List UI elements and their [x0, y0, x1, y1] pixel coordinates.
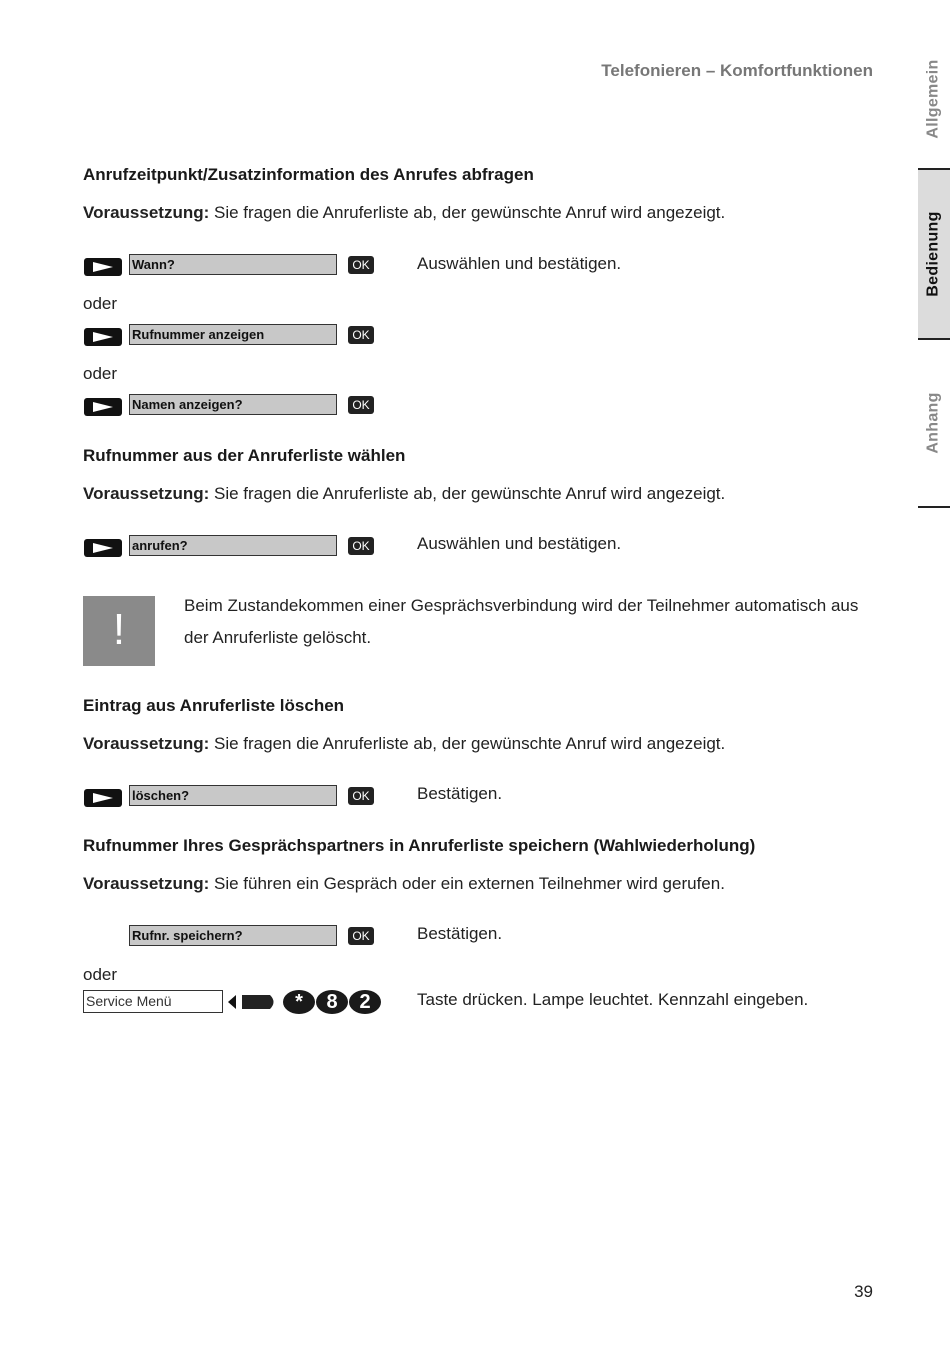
key-2-icon: 2: [349, 990, 381, 1014]
step-description: Auswählen und bestätigen.: [417, 534, 622, 553]
requirement-text: Sie fragen die Anruferliste ab, der gewünschte Anruf wird angezeigt.: [209, 484, 726, 503]
requirement-line: [83, 203, 725, 223]
ok-key-icon: OK: [348, 537, 374, 555]
arrow-key-icon: [84, 787, 122, 809]
display-field: anrufen?: [129, 535, 337, 556]
requirement-label: Voraussetzung:: [83, 484, 210, 503]
display-field: Namen anzeigen?: [129, 394, 337, 415]
step-description: Taste drücken. Lampe leuchtet. Kennzahl eingeben.: [417, 990, 809, 1009]
ok-key-icon: OK: [348, 256, 374, 274]
step-description: Auswählen und bestätigen.: [417, 254, 622, 273]
arrow-key-icon: [84, 396, 122, 418]
service-menu-key: Service Menü: [83, 990, 223, 1013]
requirement-line: [83, 734, 725, 754]
section-title: Rufnummer Ihres Gesprächspartners in Anruferliste speichern (Wahlwiederholung): [83, 836, 756, 855]
requirement-text: Sie fragen die Anruferliste ab, der gewünschte Anruf wird angezeigt.: [209, 734, 726, 753]
requirement-label: Voraussetzung:: [83, 734, 210, 753]
page-number: 39: [854, 1282, 873, 1301]
tab-label: Bedienung: [925, 211, 942, 297]
warning-icon: !: [83, 596, 155, 666]
arrow-key-icon: [84, 256, 122, 278]
requirement-text: Sie führen ein Gespräch oder ein externen Teilnehmer wird gerufen.: [209, 874, 725, 893]
arrow-key-icon: [84, 326, 122, 348]
tab-allgemein[interactable]: [918, 30, 950, 168]
requirement-line: [83, 874, 725, 894]
note-text: Beim Zustandekommen einer Gesprächsverbindung wird der Teilnehmer automatisch aus der Anruferliste gelöscht.: [184, 596, 859, 647]
tab-bedienung[interactable]: [918, 170, 950, 338]
ok-key-icon: OK: [348, 396, 374, 414]
display-field: Rufnr. speichern?: [129, 925, 337, 946]
tab-divider: [918, 506, 950, 508]
step-description: Bestätigen.: [417, 924, 503, 943]
requirement-label: Voraussetzung:: [83, 874, 210, 893]
key-8-icon: 8: [316, 990, 348, 1014]
lamp-key-icon: [228, 993, 278, 1011]
or-label: oder: [83, 294, 118, 313]
arrow-key-icon: [84, 537, 122, 559]
or-label: oder: [83, 965, 118, 984]
tab-anhang[interactable]: [918, 340, 950, 506]
requirement-label: Voraussetzung:: [83, 203, 210, 222]
tab-label: Anhang: [925, 392, 943, 454]
display-field: Wann?: [129, 254, 337, 275]
ok-key-icon: OK: [348, 787, 374, 805]
ok-key-icon: OK: [348, 326, 374, 344]
running-title: Telefonieren – Komfortfunktionen: [601, 61, 873, 80]
step-description: Bestätigen.: [417, 784, 503, 803]
requirement-line: [83, 484, 725, 504]
star-key-icon: *: [283, 990, 315, 1014]
requirement-text: Sie fragen die Anruferliste ab, der gewünschte Anruf wird angezeigt.: [209, 203, 726, 222]
section-title: Anrufzeitpunkt/Zusatzinformation des Anrufes abfragen: [83, 165, 534, 184]
ok-key-icon: OK: [348, 927, 374, 945]
display-field: Rufnummer anzeigen: [129, 324, 337, 345]
display-field: löschen?: [129, 785, 337, 806]
tab-label: Allgemein: [925, 59, 943, 139]
section-title: Rufnummer aus der Anruferliste wählen: [83, 446, 406, 465]
section-title: Eintrag aus Anruferliste löschen: [83, 696, 345, 715]
or-label: oder: [83, 364, 118, 383]
